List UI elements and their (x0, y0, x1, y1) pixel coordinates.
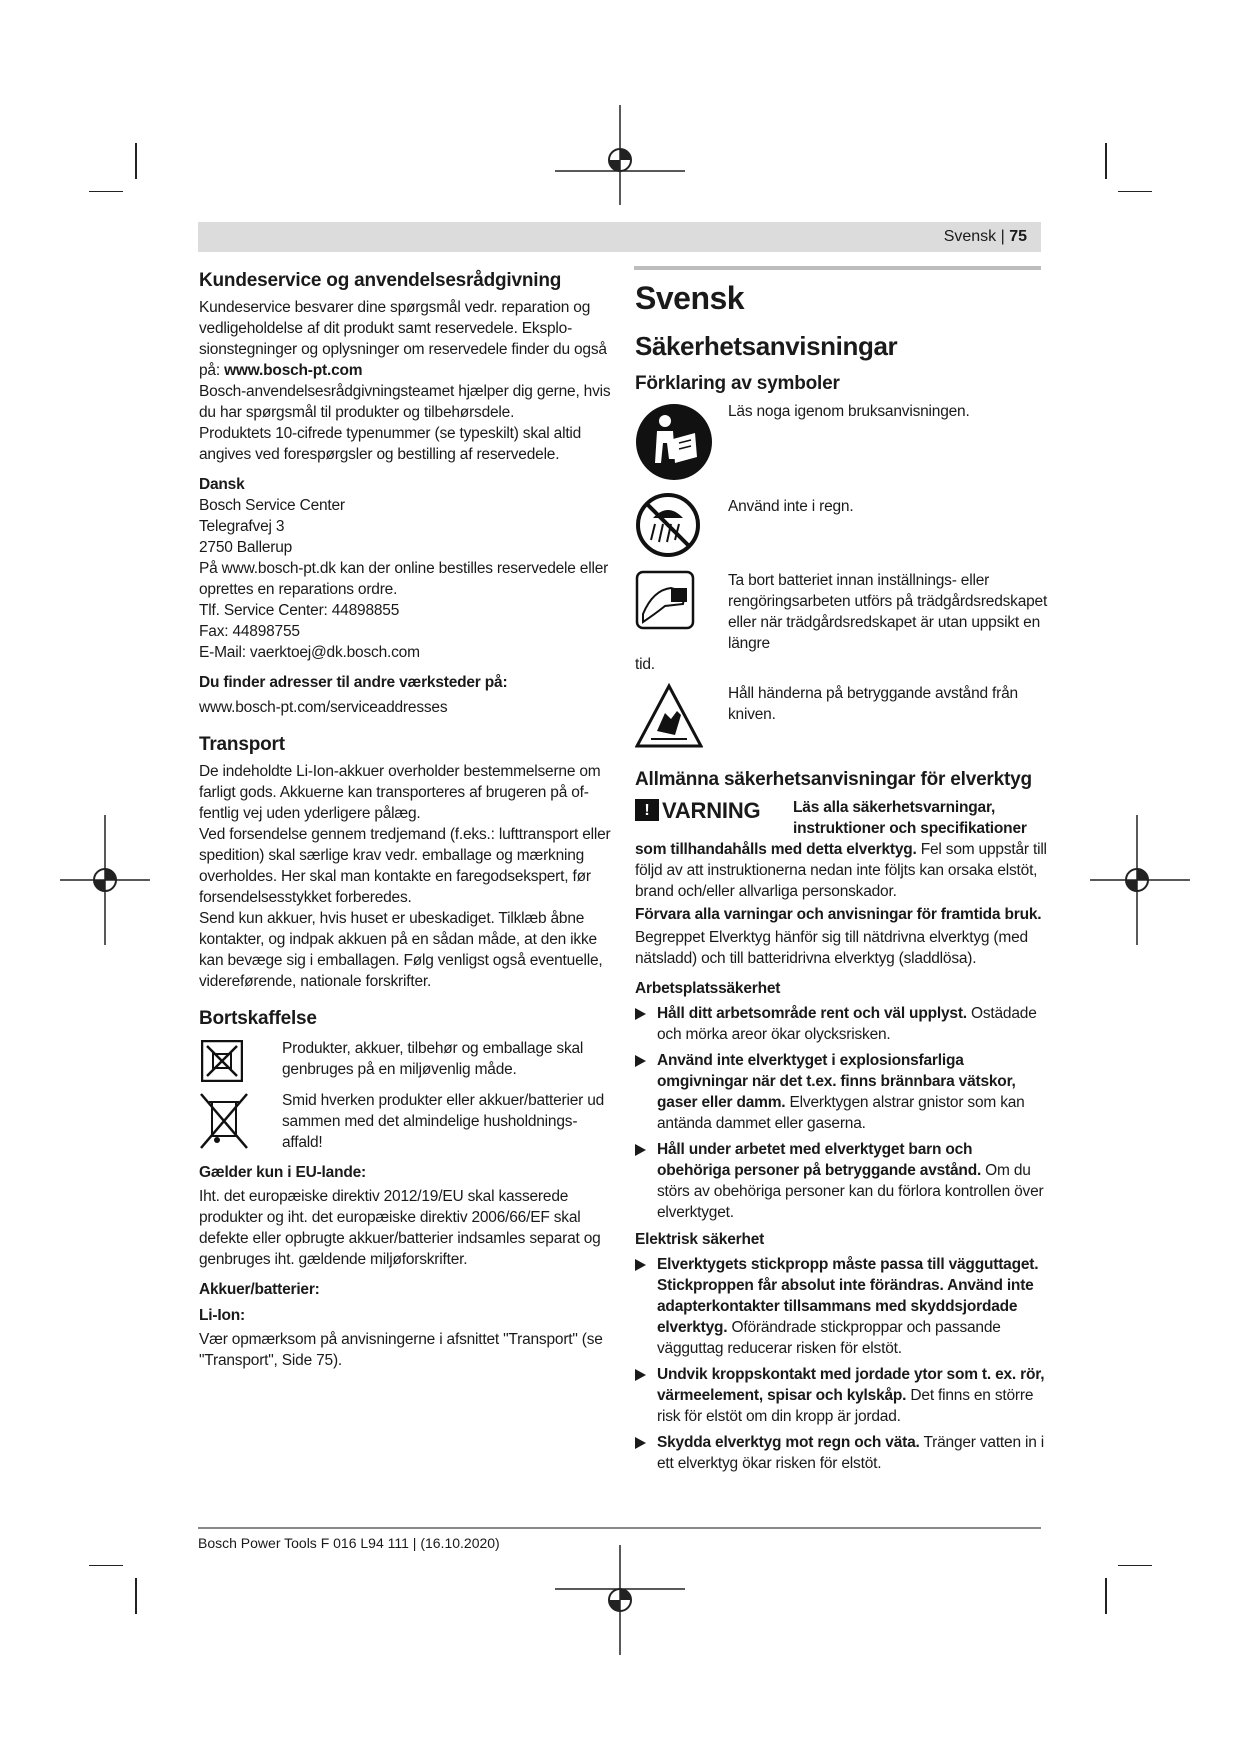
registration-mark-top (555, 105, 685, 205)
heading-dansk: Dansk (199, 476, 245, 493)
address-line: Telegrafvej 3 (199, 518, 285, 535)
footer-text: Bosch Power Tools F 016 L94 111 | (16.10.2020) (198, 1535, 500, 1551)
bullet-arrow-icon (635, 1008, 646, 1020)
address-line: 2750 Ballerup (199, 539, 293, 556)
crop-mark (1118, 1565, 1152, 1566)
heading-symbols: Förklaring av symboler (635, 373, 840, 394)
warning-label: ! VARNING (635, 799, 760, 821)
crop-mark (135, 143, 137, 179)
read-manual-icon (635, 403, 713, 481)
registration-mark-bottom (555, 1545, 685, 1655)
heading-kundeservice: Kundeservice og anvendelsesrådgivning (199, 270, 562, 291)
link-bosch-pt[interactable]: www.bosch-pt.com (224, 362, 363, 379)
bullet-item: Undvik kroppskontakt med jordade ytor som t. ex. rör, värmeelement, spisar och kylskåp. Det finns en större risk för elstöt om din kropp är jordad. (635, 1364, 1047, 1427)
heading-workplace: Arbetsplatssäkerhet (635, 980, 781, 997)
bullet-item: Håll under arbetet med elverktyget barn och obehöriga personer på betryggande avstånd. Om du störs av obehöriga personer kan du förlora kontrollen över elverktyget. (635, 1139, 1047, 1223)
symbol-row (635, 683, 1047, 753)
header-section: Svensk (943, 228, 997, 245)
disposal-row (199, 1038, 611, 1082)
remove-battery-icon (635, 570, 695, 630)
bullet-arrow-icon (635, 1259, 646, 1271)
heading-electrical: Elektrisk säkerhet (635, 1231, 765, 1248)
para: De indeholdte Li-Ion-akkuer overholder bestemmelserne om farligt gods. Akkuerne kan transporteres af brugeren på offentlig vej uden yderligere pålæg. (199, 763, 601, 822)
service-url[interactable]: www.bosch-pt.com/serviceaddresses (199, 699, 448, 716)
bullet-arrow-icon (635, 1144, 646, 1156)
crop-mark (89, 191, 123, 192)
registration-mark-right (1090, 815, 1190, 945)
warning-triangle-icon: ! (635, 799, 659, 821)
para: Iht. det europæiske direktiv 2012/19/EU skal kasserede produkter og iht. det europæiske direktiv 2006/66/EF skal defekte eller opbrugte akkuer/batterier indsamles separat og genbruges iht. gældende miljøforskrifter. (199, 1188, 601, 1268)
symbol-row (635, 490, 1047, 558)
symbol-row (635, 570, 1047, 654)
heading-transport: Transport (199, 734, 285, 755)
para: Ved forsendelse gennem tredjemand (f.eks.: lufttransport eller spedition) skal særlige krav vedr. emballage og mærkning overholdes. Her skal man kontakte en faregodsekspert, før forsendelsesstykket forberedes. (199, 826, 611, 906)
hand-blade-warning-icon (635, 683, 703, 749)
section-rule (634, 266, 1041, 270)
right-column (635, 278, 1047, 1474)
heading-eu: Gælder kun i EU-lande: (199, 1164, 366, 1181)
warning-block (635, 797, 1047, 839)
fax: Fax: 44898755 (199, 623, 300, 640)
crop-mark (135, 1578, 137, 1614)
bullet-item: Använd inte elverktyget i explosionsfarliga omgivningar när det t.ex. finns brännbara vätskor, gaser eller damm. Elverktygen alstrar gnistor som kan antända dammet eller gaserna. (635, 1050, 1047, 1134)
heading-adresser: Du finder adresser til andre værksteder på: (199, 674, 508, 691)
disposal-row (199, 1090, 611, 1156)
crop-mark (1105, 143, 1107, 179)
symbol-text-4: Håll händerna på betryggande avstånd från kniven. (728, 685, 1018, 723)
email: E-Mail: vaerktoej@dk.bosch.com (199, 644, 420, 661)
para: Produktets 10-cifrede typenummer (se typeskilt) skal altid angives ved forespørgsler og bestilling af reservedele. (199, 425, 582, 463)
warning-bold-2: instruktioner och specifikationer (793, 820, 1027, 837)
bullet-item: Håll ditt arbetsområde rent och väl upplyst. Ostädade och mörka areor ökar olycksrisken. (635, 1003, 1047, 1045)
para: Kundeservice besvarer dine spørgsmål vedr. reparation og vedligeholdelse af dit produkt samt reservedele. Eksplosionstegninger og oplysninger om reservedele finder du også på: www.bosch-pt.com (199, 299, 607, 379)
bullet-item: Skydda elverktyg mot regn och väta. Tränger vatten in i ett elverktyg ökar risken för elstöt. (635, 1432, 1047, 1474)
crop-mark (89, 1565, 123, 1566)
bullet-item: Elverktygets stickpropp måste passa till vägguttaget. Stickproppen får absolut inte förändras. Använd inte adapterkontakter tillsammans med skyddsjordade elverktyg. Oförändrade stickproppar och passande vägguttag reducerar risken för elstöt. (635, 1254, 1047, 1359)
phone: Tlf. Service Center: 44898855 (199, 602, 400, 619)
heading-akkuer: Akkuer/batterier: (199, 1281, 320, 1298)
no-rain-icon (635, 492, 701, 558)
para: På www.bosch-pt.dk kan der online bestilles reservedele eller oprettes en reparations ordre. (199, 560, 609, 598)
symbol-text-3-tail: tid. (635, 656, 655, 673)
bullet-arrow-icon (635, 1437, 646, 1449)
warning-bold-1: Läs alla säkerhetsvarningar, (793, 799, 996, 816)
keep-instructions: Förvara alla varningar och anvisningar för framtida bruk. (635, 906, 1042, 923)
symbol-text-2: Använd inte i regn. (728, 498, 854, 515)
crop-mark (1105, 1578, 1107, 1614)
warning-text: som tillhandahålls med detta elverktyg. Fel som uppstår till följd av att instruktionerna nedan inte följts kan orsaka elstöt, brand och/eller allvarliga personskador. (635, 841, 1047, 900)
disposal-text-1: Produkter, akkuer, tilbehør og emballage skal genbruges på en miljøvenlig måde. (282, 1040, 584, 1078)
page-number: 75 (1009, 228, 1027, 245)
bullet-arrow-icon (635, 1055, 646, 1067)
crop-mark (1118, 191, 1152, 192)
disposal-text-2: Smid hverken produkter eller akkuer/batterier ud sammen med det almindelige husholdningsaffald! (282, 1092, 605, 1151)
symbol-row (635, 401, 1047, 485)
heading-liion: Li-Ion: (199, 1307, 245, 1324)
para: Vær opmærksom på anvisningerne i afsnittet "Transport" (se "Transport", Side 75). (199, 1331, 603, 1369)
footer-rule (198, 1527, 1041, 1529)
symbol-text-1: Läs noga igenom bruksanvisningen. (728, 403, 970, 420)
language-title: Svensk (635, 280, 745, 316)
safety-title: Säkerhetsanvisningar (635, 331, 898, 361)
recycle-box-icon (201, 1040, 243, 1082)
symbol-text-3: Ta bort batteriet innan inställnings- eller rengöringsarbeten utförs på trädgårdsredskapet eller när trädgårdsredskapet är utan uppsikt en längre (728, 572, 1048, 652)
crossed-bin-icon (199, 1090, 249, 1152)
registration-mark-left (60, 815, 150, 945)
left-column (199, 268, 611, 1371)
address-line: Bosch Service Center (199, 497, 345, 514)
para: Bosch-anvendelsesrådgivningsteamet hjælper dig gerne, hvis du har spørgsmål til produkter og tilbehørsdele. (199, 383, 611, 421)
page-header: Svensk | 75 (198, 222, 1041, 252)
heading-general-safety: Allmänna säkerhetsanvisningar för elverktyg (635, 769, 1032, 790)
heading-bortskaffelse: Bortskaffelse (199, 1008, 317, 1029)
para: Send kun akkuer, hvis huset er ubeskadiget. Tilklæb åbne kontakter, og indpak akkuen på en sådan måde, at den ikke kan bevæge sig i emballagen. Følg venligst også eventuelle, videreførende, nationale forskrifter. (199, 910, 603, 990)
definition: Begreppet Elverktyg hänför sig till nätdrivna elverktyg (med nätsladd) och till batteridrivna elverktyg (sladdlösa). (635, 929, 1028, 967)
bullet-arrow-icon (635, 1369, 646, 1381)
